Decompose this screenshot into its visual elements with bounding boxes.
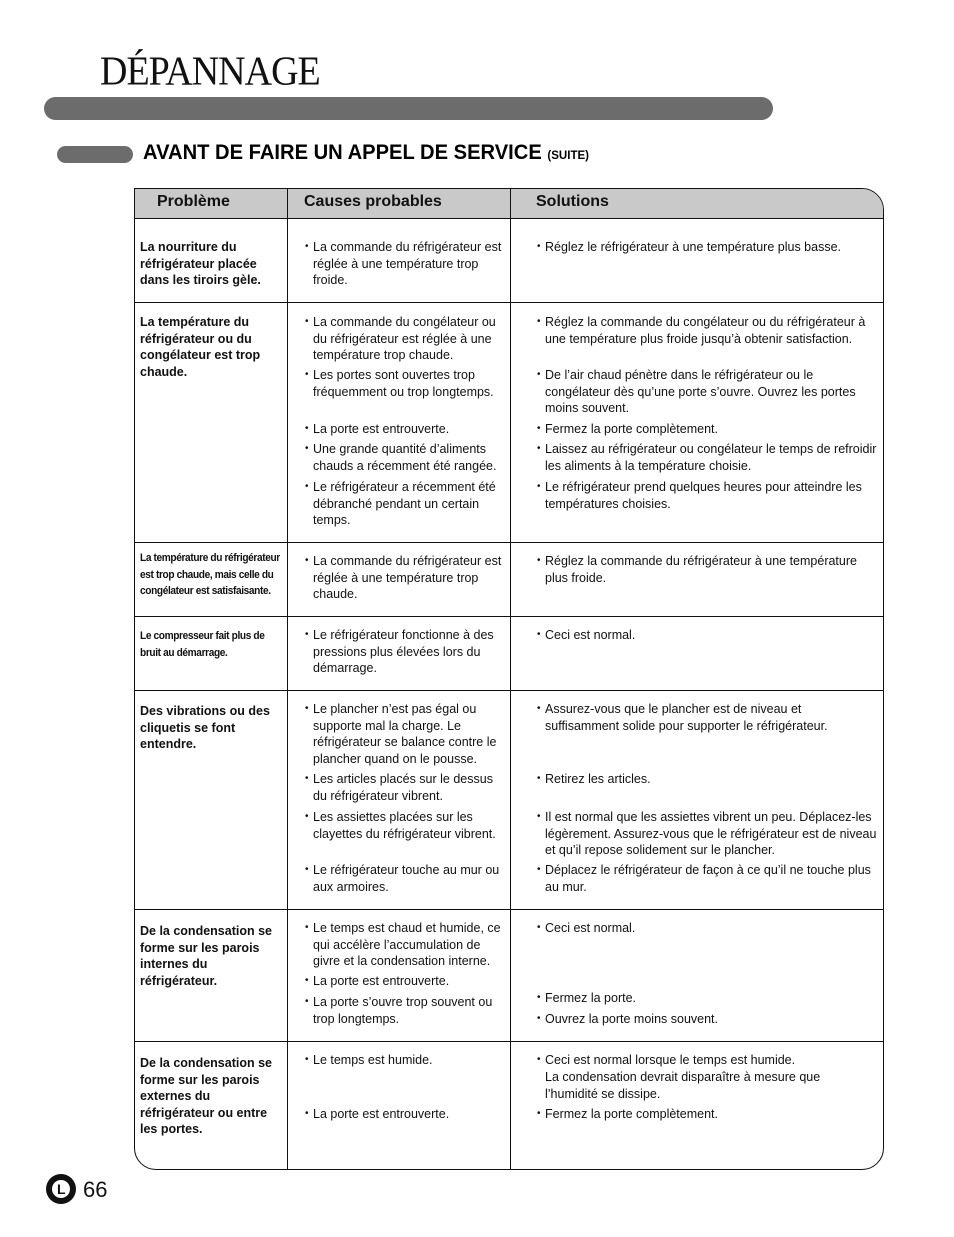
problem-food-freezes: La nourriture du réfrigérateur placée dans les tiroirs gèle.: [140, 240, 261, 287]
cause-item: • Les portes sont ouvertes trop fréquemment ou trop longtemps.: [305, 367, 510, 400]
solution-item: • Ceci est normal lorsque le temps est humide.: [537, 1052, 877, 1069]
solution-item: • Laissez au réfrigérateur ou congélateur le temps de refroidir les aliments à la température choisie.: [537, 441, 877, 474]
solution-item: • Déplacez le réfrigérateur de façon à ce qu’il ne touche plus au mur.: [537, 862, 877, 895]
lg-logo-inner: [52, 1180, 70, 1198]
problem-fridge-warm-freezer-ok: La température du réfrigérateur est trop chaude, mais celle du congélateur est satisfaisante.: [140, 552, 280, 597]
page-number: 66: [83, 1177, 108, 1202]
cause-item: • La porte est entrouverte.: [305, 421, 510, 438]
section-suffix: (SUITE): [547, 148, 590, 162]
lg-logo: [46, 1174, 76, 1204]
section-heading-text: AVANT DE FAIRE UN APPEL DE SERVICE: [143, 141, 542, 164]
title-bar: [44, 97, 773, 120]
column-divider: [510, 189, 511, 1169]
solution-item: • Retirez les articles.: [537, 771, 877, 788]
cause-item: • Le réfrigérateur touche au mur ou aux armoires.: [305, 862, 510, 895]
solution-item: • Réglez le réfrigérateur à une température plus basse.: [537, 239, 877, 256]
section-pill: [57, 146, 133, 163]
cause-item: • La commande du réfrigérateur est réglée à une température trop froide.: [305, 239, 510, 289]
solution-item: • Fermez la porte complètement.: [537, 421, 877, 438]
cause-item: • La commande du congélateur ou du réfrigérateur est réglée à une température trop chaude.: [305, 314, 510, 364]
cause-item: • Les assiettes placées sur les clayettes du réfrigérateur vibrent.: [305, 809, 510, 842]
row-divider: [135, 616, 883, 617]
troubleshooting-table: [134, 188, 884, 1170]
cause-item: • Le réfrigérateur fonctionne à des pressions plus élevées lors du démarrage.: [305, 627, 510, 677]
cause-item: • Le réfrigérateur a récemment été débranché pendant un certain temps.: [305, 479, 510, 529]
solution-item: • Ouvrez la porte moins souvent.: [537, 1011, 877, 1028]
problem-vibrations: Des vibrations ou des cliquetis se font entendre.: [140, 704, 270, 751]
problem-external-condensation: De la condensation se forme sur les parois externes du réfrigérateur ou entre les portes.: [140, 1056, 272, 1136]
lg-logo-letter: L: [57, 1181, 66, 1197]
solution-item: • Assurez-vous que le plancher est de niveau et suffisamment solide pour supporter le réfrigérateur.: [537, 701, 877, 734]
row-divider: [135, 1041, 883, 1042]
solution-item: • De l’air chaud pénètre dans le réfrigérateur ou le congélateur dès qu’une porte s’ouvre. Ouvrez les portes moins souvent.: [537, 367, 877, 417]
section-heading: [143, 141, 589, 165]
row-divider: [135, 542, 883, 543]
problem-compressor-noise: Le compresseur fait plus de bruit au démarrage.: [140, 630, 265, 659]
column-header-problem: Problème: [157, 193, 230, 210]
column-header-causes: Causes probables: [304, 193, 442, 210]
cause-item: • La porte est entrouverte.: [305, 1106, 510, 1123]
row-divider: [135, 909, 883, 910]
cause-item: • La porte est entrouverte.: [305, 973, 510, 990]
table-header: [135, 189, 883, 219]
cause-item: • Le temps est chaud et humide, ce qui accélère l’accumulation de givre et la condensation interne.: [305, 920, 510, 970]
row-divider: [135, 690, 883, 691]
cause-item: • La porte s’ouvre trop souvent ou trop longtemps.: [305, 994, 510, 1027]
solution-item: • Réglez la commande du réfrigérateur à une température plus froide.: [537, 553, 877, 586]
problem-too-warm: La température du réfrigérateur ou du congélateur est trop chaude.: [140, 315, 261, 379]
solution-item: • Ceci est normal.: [537, 920, 877, 937]
solution-item: • Ceci est normal.: [537, 627, 877, 644]
page-title: DÉPANNAGE: [100, 49, 320, 95]
cause-item: • Le temps est humide.: [305, 1052, 510, 1069]
cause-item: • Une grande quantité d’aliments chauds a récemment été rangée.: [305, 441, 510, 474]
solution-item: • Réglez la commande du congélateur ou du réfrigérateur à une température plus froide jusqu’à obtenir satisfaction.: [537, 314, 877, 347]
column-header-solutions: Solutions: [536, 193, 609, 210]
solution-item: • Fermez la porte.: [537, 990, 877, 1007]
cause-item: • Les articles placés sur le dessus du réfrigérateur vibrent.: [305, 771, 510, 804]
solution-note: La condensation devrait disparaître à mesure que l’humidité se dissipe.: [545, 1070, 821, 1101]
cause-item: • Le plancher n’est pas égal ou supporte mal la charge. Le réfrigérateur se balance contre le plancher quand on le pousse.: [305, 701, 510, 767]
solution-item: • Le réfrigérateur prend quelques heures pour atteindre les températures choisies.: [537, 479, 877, 512]
solution-item: • Il est normal que les assiettes vibrent un peu. Déplacez-les légèrement. Assurez-vous que le réfrigérateur est de niveau et qu’il repose solidement sur le plancher.: [537, 809, 877, 859]
cause-item: • La commande du réfrigérateur est réglée à une température trop chaude.: [305, 553, 510, 603]
problem-internal-condensation: De la condensation se forme sur les parois internes du réfrigérateur.: [140, 924, 272, 988]
solution-item: • Fermez la porte complètement.: [537, 1106, 877, 1123]
column-divider: [287, 189, 288, 1169]
row-divider: [135, 302, 883, 303]
